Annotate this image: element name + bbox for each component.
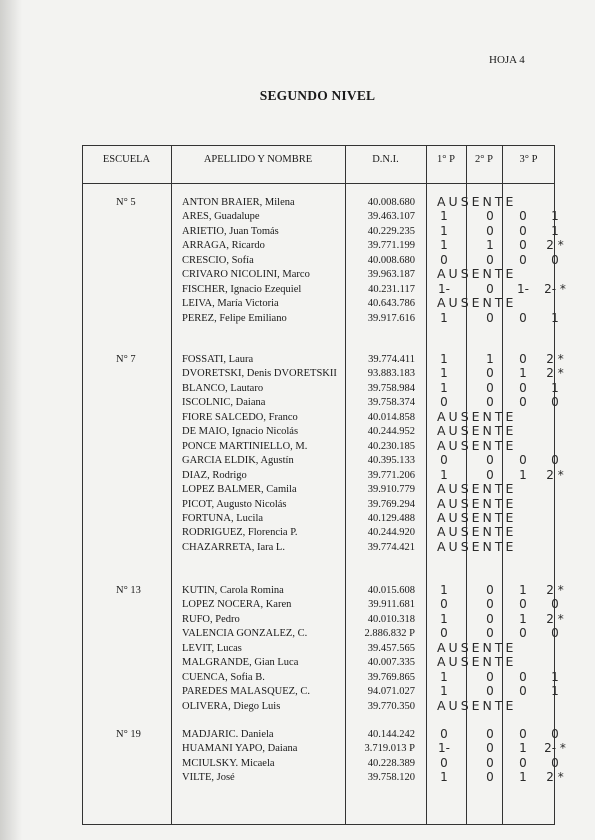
student-dni: 39.910.779 [367,484,415,496]
handwritten-score: 0 [486,310,494,325]
absent-mark: AUSENTE [437,194,517,209]
handwritten-score: 0 [551,453,559,468]
table-row [0,266,595,282]
student-dni: 39.963.187 [367,269,415,281]
handwritten-score: 0 [486,395,494,410]
student-name: ARES, Guadalupe [182,211,260,223]
handwritten-score: 0 [519,453,527,468]
handwritten-score: 2 * [546,611,564,626]
handwritten-score: 1 [551,669,559,684]
handwritten-score: 2- * [544,281,566,296]
handwritten-score: 1 [519,741,527,756]
table-row [0,611,595,627]
handwritten-score: 1 [440,669,448,684]
student-dni: 40.643.786 [367,298,415,310]
student-name: PEREZ, Felipe Emiliano [182,312,287,324]
student-name: FISCHER, Ignacio Ezequiel [182,283,302,295]
student-name: DIAZ, Rodrigo [182,469,247,481]
handwritten-score: 0 [486,453,494,468]
absent-mark: AUSENTE [437,495,517,511]
student-name: ARRAGA, Ricardo [182,240,265,252]
handwritten-score: 0 [519,310,527,325]
student-dni: 39.758.984 [367,382,415,394]
table-row [0,599,595,612]
handwritten-score: 0 [519,238,527,253]
handwritten-score: 1 [440,684,448,699]
handwritten-score: 0 [486,611,494,626]
student-name: RODRIGUEZ, Florencia P. [182,527,298,539]
handwritten-score: 1 [551,380,559,395]
absent-mark: AUSENTE [437,654,517,670]
table-row [0,743,595,756]
handwritten-score: 0 [486,626,494,641]
student-dni: 39.911.681 [368,599,415,611]
handwritten-score: 1 [551,310,559,325]
student-dni: 40.244.952 [367,426,415,438]
handwritten-score: 0 [519,684,527,699]
student-name: CHAZARRETA, Iara L. [182,541,285,553]
student-dni: 39.758.120 [367,772,415,784]
handwritten-score: 0 [486,467,494,482]
absent-mark: AUSENTE [437,437,517,453]
handwritten-score: 0 [486,727,494,741]
student-name: CUENCA, Sofia B. [182,671,265,683]
student-dni: 39.771.199 [367,240,415,252]
handwritten-score: 1 [519,770,527,785]
table-row [0,211,595,224]
student-dni: 40.231.117 [368,283,415,295]
handwritten-score: 1 [440,770,448,785]
handwritten-score: 1 [486,352,494,366]
table-row [0,772,595,785]
handwritten-score: 0 [519,380,527,395]
student-dni: 39.457.565 [367,642,415,654]
student-dni: 39.463.107 [367,211,415,223]
table-row [0,455,595,468]
handwritten-score: 1 [440,352,448,366]
handwritten-score: 0 [519,223,527,238]
student-dni: 40.008.680 [367,254,415,266]
table-row [0,729,595,742]
student-dni: 93.883.183 [367,368,415,380]
column-header-p1: 1° P [437,154,455,165]
student-dni: 40.010.318 [367,613,415,625]
absent-mark: AUSENTE [437,697,517,713]
handwritten-score: 0 [551,395,559,410]
absent-mark: AUSENTE [437,639,517,655]
student-dni: 40.228.389 [367,757,415,769]
handwritten-score: 1 [519,467,527,482]
table-row [0,437,595,454]
student-name: MADJARIC. Daniela [182,729,274,740]
table-row [0,368,595,381]
student-name: ARIETIO, Juan Tomás [182,225,279,237]
table-row [0,223,595,239]
column-header-p3: 3° P [519,154,538,165]
column-header-nombre: APELLIDO Y NOMBRE [203,154,313,165]
table-row [0,354,595,367]
table-row [0,194,595,210]
handwritten-score: 1 [486,238,494,253]
handwritten-score: 0 [551,626,559,641]
student-dni: 40.244.920 [367,527,415,539]
handwritten-score: 1 [440,583,448,597]
student-dni: 40.229.235 [367,225,415,237]
header-divider [82,183,555,184]
handwritten-score: 2 * [546,583,564,597]
student-name: RUFO, Pedro [182,613,240,625]
school-label: N° 7 [116,354,136,365]
handwritten-score: 1 [440,366,448,381]
student-dni: 39.770.350 [367,700,415,712]
student-dni: 40.007.335 [367,657,415,669]
student-name: PAREDES MALASQUEZ, C. [182,686,310,698]
handwritten-score: 0 [486,380,494,395]
student-dni: 94.071.027 [367,686,415,698]
student-name: LEVIT, Lucas [182,642,242,654]
student-dni: 39.771.206 [367,469,415,481]
student-dni: 40.008.680 [367,197,415,208]
handwritten-score: 1 [519,583,527,597]
handwritten-score: 0 [519,352,527,366]
handwritten-score: 1 [440,380,448,395]
student-name: CRESCIO, Sofía [182,254,254,266]
handwritten-score: 0 [486,366,494,381]
student-name: DVORETSKI, Denis DVORETSKII [182,368,337,380]
student-name: MCIULSKY. Micaela [182,757,275,769]
column-header-escuela: ESCUELA [102,154,151,165]
absent-mark: AUSENTE [437,408,517,424]
handwritten-score: 0 [519,597,527,612]
sheet-number: HOJA 4 [489,54,525,66]
table-row [0,538,595,555]
handwritten-score: 0 [551,252,559,267]
handwritten-score: 0 [440,453,448,468]
absent-mark: AUSENTE [437,295,517,311]
column-header-p2: 2° P [475,154,493,165]
table-row [0,585,595,598]
handwritten-score: 1 [440,611,448,626]
absent-mark: AUSENTE [437,538,517,554]
handwritten-score: 0 [486,669,494,684]
student-dni: 40.129.488 [367,512,415,524]
handwritten-score: 1- [517,281,529,296]
handwritten-score: 0 [440,727,448,741]
student-name: VILTE, José [182,772,235,784]
student-dni: 39.769.294 [367,498,415,510]
table-row [0,654,595,670]
student-dni: 40.230.185 [367,440,415,452]
handwritten-score: 0 [486,684,494,699]
handwritten-score: 0 [440,626,448,641]
handwritten-score: 0 [486,252,494,267]
absent-mark: AUSENTE [437,423,517,439]
handwritten-score: 0 [486,583,494,597]
student-dni: 39.769.865 [367,671,415,683]
student-name: ISCOLNIC, Daiana [182,397,266,409]
student-name: GARCIA ELDIK, Agustín [182,455,294,467]
school-label: N° 19 [116,729,141,740]
handwritten-score: 0 [440,395,448,410]
student-name: PICOT, Augusto Nicolás [182,498,287,510]
column-header-dni: D.N.I. [372,154,399,165]
student-dni: 39.774.411 [368,354,415,365]
handwritten-score: 1 [440,223,448,238]
handwritten-score: 0 [551,755,559,770]
absent-mark: AUSENTE [437,509,517,525]
school-label: N° 13 [116,585,141,596]
handwritten-score: 0 [519,755,527,770]
handwritten-score: 0 [519,395,527,410]
handwritten-score: 1 [551,209,559,224]
handwritten-score: 0 [486,755,494,770]
student-dni: 39.917.616 [367,312,415,324]
student-name: FORTUNA, Lucila [182,512,264,524]
handwritten-score: 0 [519,626,527,641]
student-name: LEIVA, María Victoria [182,298,279,310]
student-name: DE MAIO, Ignacio Nicolás [182,426,299,438]
table-row [0,755,595,771]
table-row [0,669,595,685]
handwritten-score: 0 [551,597,559,612]
handwritten-score: 0 [486,741,494,756]
handwritten-score: 1 [519,611,527,626]
handwritten-score: 1- [438,741,450,756]
table-row [0,380,595,396]
student-name: BLANCO, Lautaro [182,382,264,394]
student-name: FOSSATI, Laura [182,354,254,365]
student-name: CRIVARO NICOLINI, Marco [182,269,310,281]
student-dni: 3.719.013 P [364,743,415,755]
table-row [0,295,595,311]
student-name: FIORE SALCEDO, Franco [182,411,298,423]
student-dni: 39.774.421 [367,541,415,553]
absent-mark: AUSENTE [437,524,517,540]
handwritten-score: 0 [519,669,527,684]
handwritten-score: 0 [519,209,527,224]
handwritten-score: 2 * [546,770,564,785]
handwritten-score: 0 [486,770,494,785]
handwritten-score: 0 [486,281,494,296]
handwritten-score: 1 [551,223,559,238]
handwritten-score: 0 [440,252,448,267]
table-row [0,310,595,326]
handwritten-score: 2 * [546,366,564,381]
absent-mark: AUSENTE [437,481,517,497]
student-dni: 39.758.374 [367,397,415,409]
student-name: OLIVERA, Diego Luis [182,700,281,712]
handwritten-score: 0 [486,209,494,224]
page-title: SEGUNDO NIVEL [259,88,376,103]
school-label: N° 5 [116,197,136,208]
handwritten-score: 2 * [546,467,564,482]
handwritten-score: 0 [551,727,559,741]
student-name: ANTON BRAIER, Milena [182,197,295,208]
student-dni: 2.886.832 P [364,628,415,640]
handwritten-score: 2 * [546,352,564,366]
student-dni: 40.014.858 [367,411,415,423]
student-name: PONCE MARTINIELLO, M. [182,440,308,452]
absent-mark: AUSENTE [437,266,517,282]
student-name: HUAMANI YAPO, Daiana [182,743,298,755]
student-dni: 40.144.242 [367,729,415,740]
student-name: MALGRANDE, Gian Luca [182,657,299,669]
handwritten-score: 1 [551,684,559,699]
handwritten-score: 1 [440,209,448,224]
handwritten-score: 1 [440,238,448,253]
handwritten-score: 0 [486,597,494,612]
handwritten-score: 1- [438,281,450,296]
student-name: LOPEZ BALMER, Camila [182,484,297,496]
table-row [0,697,595,714]
handwritten-score: 0 [440,597,448,612]
student-name: LOPEZ NOCERA, Karen [182,599,292,611]
table-row [0,240,595,253]
handwritten-score: 0 [486,223,494,238]
handwritten-score: 1 [519,366,527,381]
handwritten-score: 2- * [544,741,566,756]
handwritten-score: 0 [519,727,527,741]
student-dni: 40.015.608 [367,585,415,596]
student-name: VALENCIA GONZALEZ, C. [182,628,308,640]
student-name: KUTIN, Carola Romina [182,585,284,596]
handwritten-score: 0 [519,252,527,267]
handwritten-score: 1 [440,310,448,325]
handwritten-score: 0 [440,755,448,770]
handwritten-score: 2 * [546,238,564,253]
student-dni: 40.395.133 [367,455,415,467]
handwritten-score: 1 [440,467,448,482]
